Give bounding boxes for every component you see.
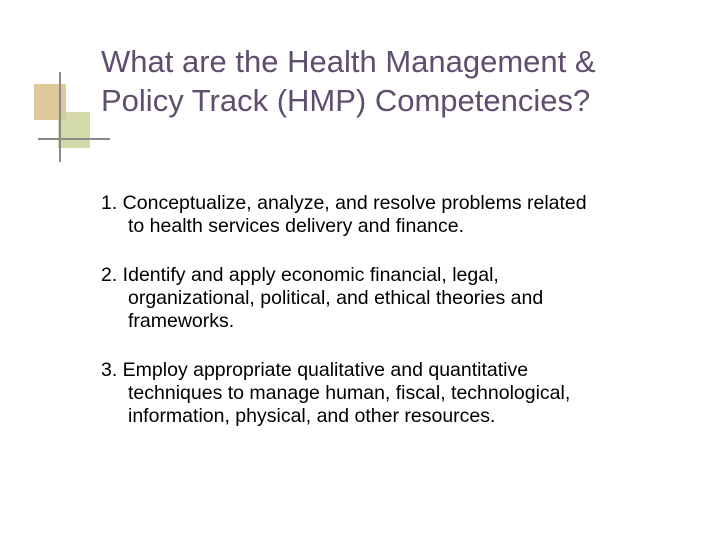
list-item-line: 2. Identify and apply economic financial, legal,	[101, 264, 499, 286]
list-item	[101, 264, 711, 333]
slide-title	[101, 42, 701, 120]
title-line-1: What are the Health Management &	[101, 44, 596, 79]
list-item-line: 3. Employ appropriate qualitative and quantitative	[101, 359, 529, 381]
list-item	[101, 359, 711, 428]
list-item-line: frameworks.	[128, 310, 235, 332]
list-item-line: 1. Conceptualize, analyze, and resolve problems related	[101, 192, 587, 214]
list-item-line: organizational, political, and ethical theories and	[128, 287, 544, 309]
corner-decoration	[0, 0, 110, 170]
list-item	[101, 192, 711, 238]
competency-list	[101, 192, 711, 454]
list-item-line: to health services delivery and finance.	[128, 215, 465, 237]
deco-square-green	[58, 112, 90, 148]
list-item-line: information, physical, and other resources.	[128, 405, 496, 427]
list-item-line: techniques to manage human, fiscal, technological,	[128, 382, 571, 404]
title-line-2: Policy Track (HMP) Competencies?	[101, 83, 591, 118]
